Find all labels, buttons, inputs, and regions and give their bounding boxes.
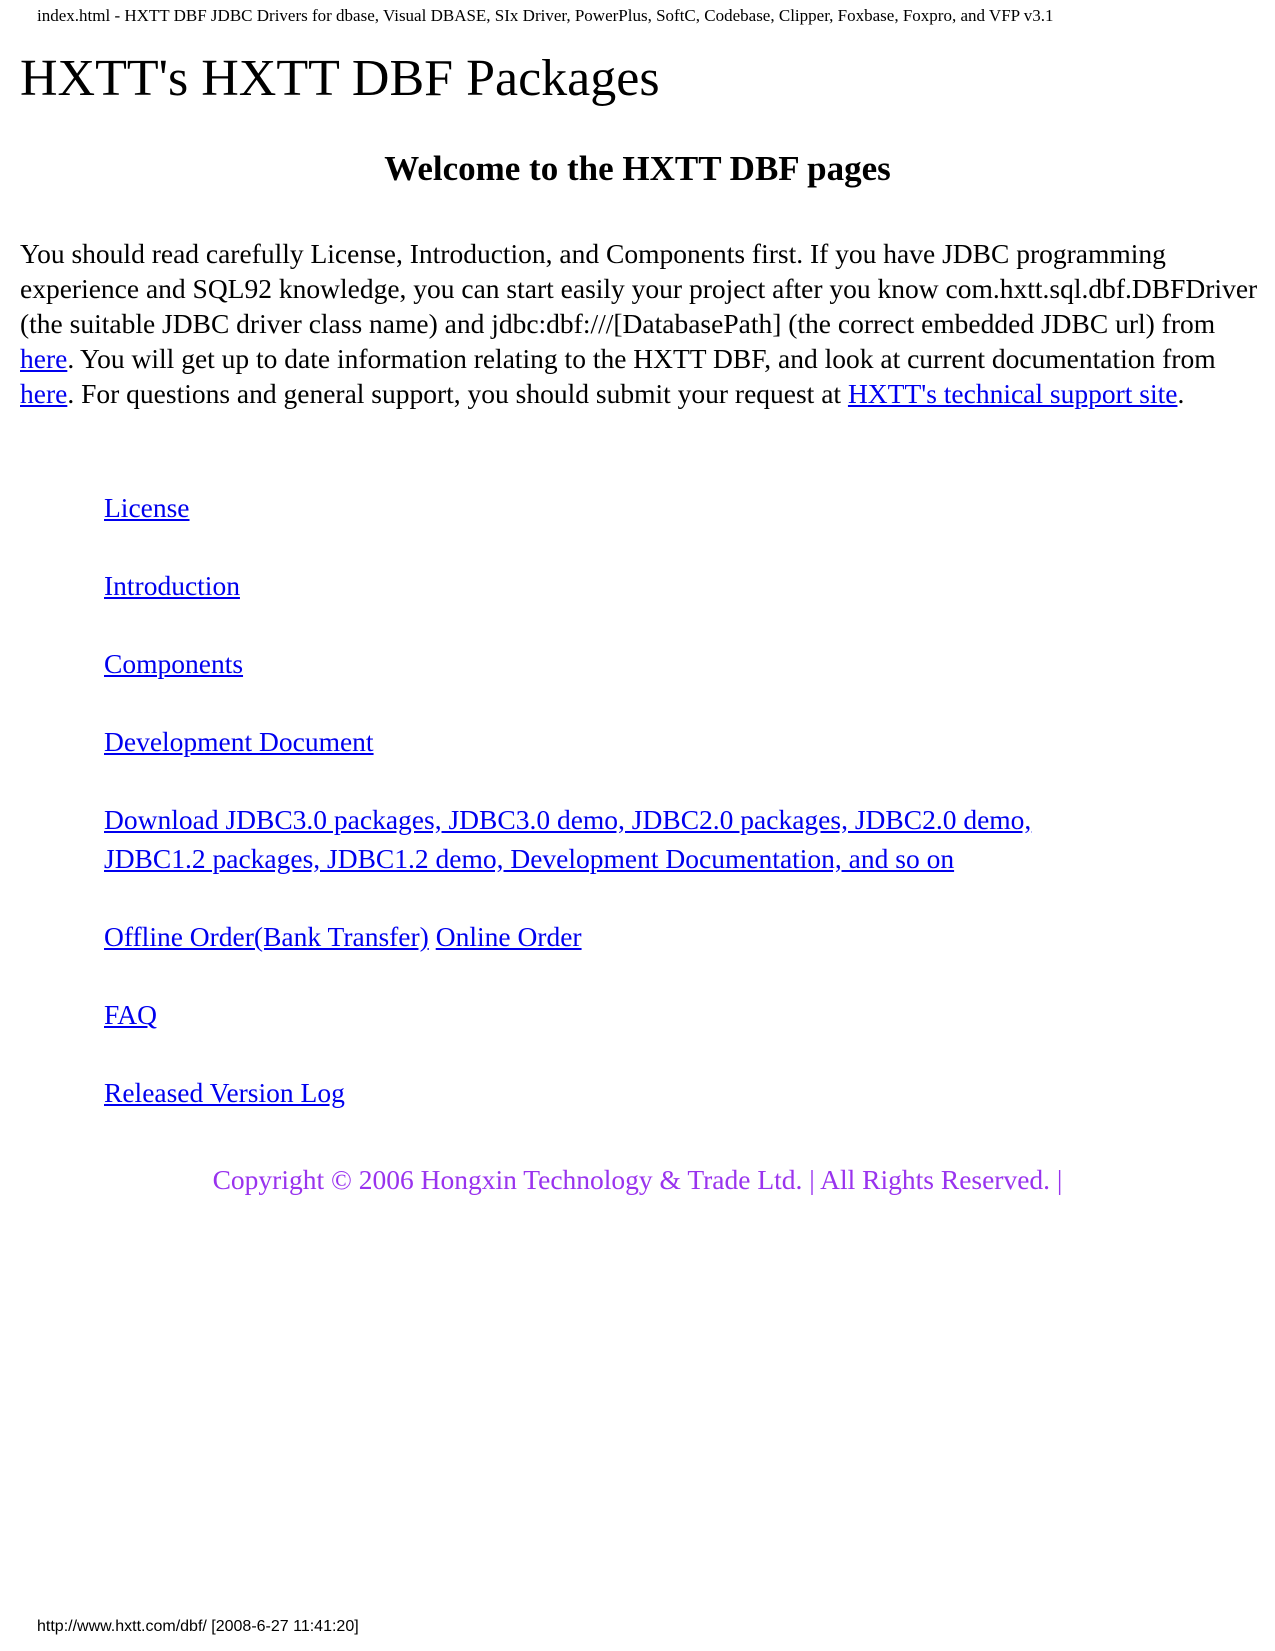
faq-link[interactable]: FAQ — [104, 999, 157, 1030]
intro-text-4: . — [1177, 378, 1185, 409]
nav-item-license — [104, 488, 190, 527]
welcome-heading: Welcome to the HXTT DBF pages — [384, 149, 891, 188]
components-link[interactable]: Components — [104, 648, 244, 679]
development-document-link[interactable]: Development Document — [104, 726, 374, 757]
here-link-documentation[interactable]: here — [20, 378, 68, 409]
offline-order-link[interactable]: Offline Order(Bank Transfer) — [104, 921, 429, 952]
download-link[interactable] — [104, 804, 1031, 874]
page-title: HXTT's HXTT DBF Packages — [20, 50, 660, 107]
technical-support-link[interactable]: HXTT's technical support site — [847, 378, 1178, 409]
nav-item-introduction — [104, 566, 240, 605]
online-order-link[interactable]: Online Order — [435, 921, 582, 952]
released-version-log-link[interactable]: Released Version Log — [104, 1077, 345, 1108]
download-link-line2: JDBC1.2 packages, JDBC1.2 demo, Development Documentation, and so on — [104, 843, 955, 874]
nav-item-development-document — [104, 722, 374, 761]
copyright-notice: Copyright © 2006 Hongxin Technology & Trade Ltd. | All Rights Reserved. | — [212, 1164, 1063, 1195]
introduction-link[interactable]: Introduction — [104, 570, 240, 601]
nav-item-order — [104, 917, 582, 956]
intro-paragraph — [20, 236, 1260, 411]
here-link-driver[interactable]: here — [20, 343, 68, 374]
intro-text-1: You should read carefully License, Introduction, and Components first. If you have JDBC programming experience and SQL92 knowledge, you can start easily your project after you know com.hxtt.sql.dbf.DBFDriver (the suitable JDBC driver class name) and jdbc:dbf:///[DatabasePath] (the correct embedded JDBC url) from — [20, 238, 1258, 339]
nav-item-faq — [104, 995, 157, 1034]
intro-text-2: . You will get up to date information relating to the HXTT DBF, and look at current documentation from — [67, 343, 1216, 374]
nav-item-download — [104, 800, 1031, 878]
print-header: index.html - HXTT DBF JDBC Drivers for dbase, Visual DBASE, SIx Driver, PowerPlus, SoftC, Codebase, Clipper, Foxbase, Foxpro, and VFP v3.1 — [37, 6, 1054, 25]
nav-item-components — [104, 644, 243, 683]
print-footer: http://www.hxtt.com/dbf/ [2008-6-27 11:41:20] — [37, 1618, 359, 1635]
license-link[interactable]: License — [104, 492, 190, 523]
nav-item-released-version-log — [104, 1073, 345, 1112]
download-link-line1: Download JDBC3.0 packages, JDBC3.0 demo, JDBC2.0 packages, JDBC2.0 demo, — [104, 804, 1032, 835]
intro-text-3: . For questions and general support, you should submit your request at — [67, 378, 848, 409]
